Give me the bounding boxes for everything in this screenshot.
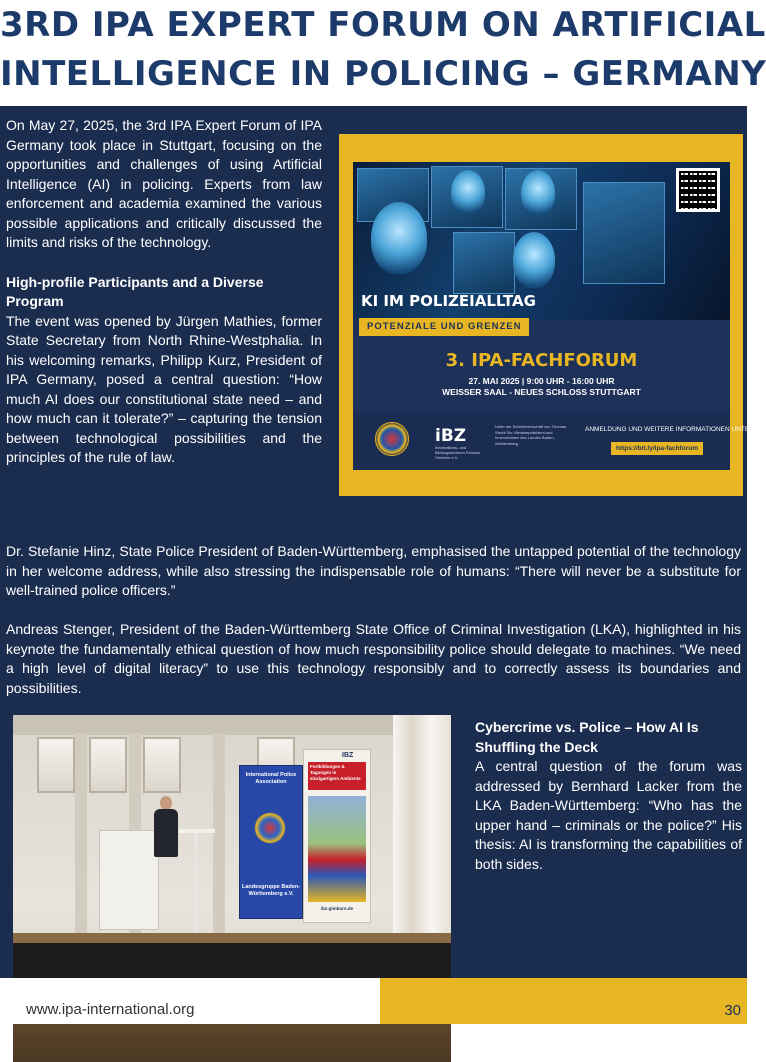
header	[0, 0, 766, 106]
stenger-paragraph: Andreas Stenger, President of the Baden-Württemberg State Office of Criminal Investigation (LKA), highlighted in his keynote the fundamentally ethical question of how much responsibility police should delegate to machines. “We need a high level of digital literacy” to use this technology responsibly and to correctly assess its boundaries and possibilities.	[6, 621, 741, 696]
ibz-banner-url: ibz-gimborn.de	[320, 906, 354, 911]
poster-subheadline: POTENZIALE UND GRENZEN	[359, 318, 529, 336]
registration-text: ANMELDUNG UND WEITERE INFORMATIONEN UNTER	[585, 426, 754, 433]
intro-paragraph: On May 27, 2025, the 3rd IPA Expert Forum of IPA Germany took place in Stuttgart, focusing on the opportunities and challenges of using Artificial Intelligence (AI) in policing. Experts from law enforcement and academia examined the various possible applications and critically discussed the limits and risks of the technology.	[6, 117, 322, 250]
cybercrime-paragraph: A central question of the forum was addressed by Bernhard Lacker from the LKA Baden-Württemberg: “Who has the upper hand – criminals or the police?” His thesis: AI is transforming the capabilities of both sides.	[475, 758, 742, 872]
podium	[99, 830, 159, 930]
footer-url[interactable]: www.ipa-international.org	[26, 1001, 195, 1018]
right-column	[475, 718, 742, 874]
participants-paragraph: The event was opened by Jürgen Mathies, former State Secretary from North Rhine-Westphalia. In his welcoming remarks, Philipp Kurz, President of IPA Germany, posed a central question: “How much AI does our constitutional state need – and how much can it tolerate?” – capturing the tension between technological possibilities and the principles of the rule of law.	[6, 312, 322, 465]
ipa-banner	[239, 765, 303, 919]
article-body	[0, 106, 754, 978]
ipa-emblem-icon	[375, 422, 409, 456]
section-heading-cybercrime: Cybercrime vs. Police – How AI Is Shuffling the Deck	[475, 719, 699, 755]
event-poster	[353, 162, 754, 470]
poster-event-name: 3. IPA-FACHFORUM	[445, 350, 638, 371]
registration-link[interactable]: https://bit.ly/ipa-fachforum	[611, 442, 703, 455]
footer-gold-bar	[380, 978, 747, 1024]
ibz-caption: Informations- und Bildungszentrum Schloss Gimborn e.V.	[435, 445, 480, 460]
poster-headline: KI IM POLIZEIALLTAG	[361, 292, 536, 310]
poster-ai-image	[353, 162, 730, 320]
patron-text: Unter der Schirmherrschaft von Thomas Strobl Stv. Ministerpräsident und Innenminister des Landes Baden-Württemberg	[495, 424, 567, 446]
poster-footer	[353, 412, 754, 470]
page-title-line-2: INTELLIGENCE IN POLICING – GERMANY	[0, 54, 766, 94]
page-number: 30	[724, 1002, 741, 1019]
ibz-banner	[303, 749, 371, 923]
ipa-banner-bottom-text: Landesgruppe Baden-Württemberg e.V.	[241, 884, 301, 897]
ibz-banner-headline: Fortbildungen & Tagungen in einzigartigem Ambiente	[308, 762, 366, 790]
page-title-line-1: 3RD IPA EXPERT FORUM ON ARTIFICIAL	[0, 5, 766, 45]
ipa-banner-emblem-icon	[254, 812, 286, 844]
section-heading-participants: High-profile Participants and a Diverse Program	[6, 273, 264, 309]
poster-date-time: 27. MAI 2025 | 9:00 UHR - 16:00 UHR	[468, 376, 615, 386]
event-poster-frame	[339, 134, 754, 496]
ipa-banner-top-text: International Police Association	[245, 772, 297, 785]
poster-venue: WEISSER SAAL - NEUES SCHLOSS STUTTGART	[442, 387, 641, 397]
footer	[0, 978, 747, 1024]
ibz-banner-image	[308, 796, 366, 902]
speaker	[154, 809, 178, 857]
hinz-paragraph: Dr. Stefanie Hinz, State Police President of Baden-Württemberg, emphasised the untapped potential of the technology in her welcome address, while also stressing the indispensable role of humans: “There will never be a substitute for well-trained police officers.”	[6, 543, 741, 598]
ibz-logo: iBZ	[435, 426, 467, 446]
ibz-banner-logo: IBZ	[342, 752, 354, 759]
left-column	[6, 116, 322, 468]
qr-code-icon	[676, 168, 720, 212]
